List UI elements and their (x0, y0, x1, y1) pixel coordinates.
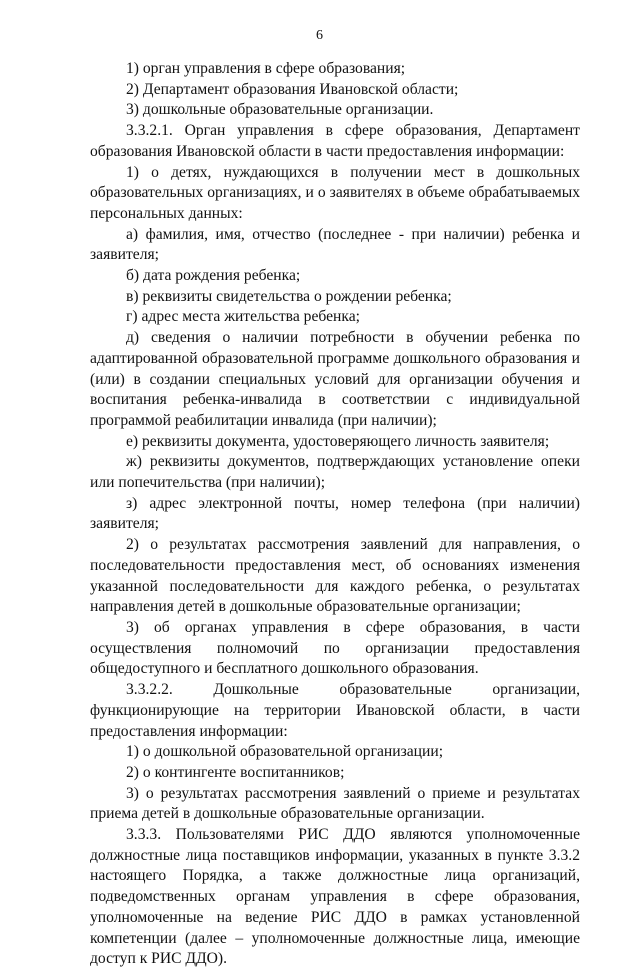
page-number: 6 (316, 28, 323, 43)
info-item-admission-results: 3) о результатах рассмотрения заявлений о приеме и результатах приема детей в дошкольные образовательные организации. (90, 784, 580, 823)
info-item-contingent: 2) о контингенте воспитанников; (126, 763, 345, 781)
clause-3-3-2-2: 3.3.2.2. Дошкольные образовательные организации, функционирующие на территории Ивановской области, в части предоставления информации: (90, 681, 580, 740)
list-item-department: 2) Департамент образования Ивановской области; (126, 80, 459, 98)
subitem-e-identity-document: е) реквизиты документа, удостоверяющего личность заявителя; (126, 432, 550, 450)
list-item-authority: 1) орган управления в сфере образования; (126, 60, 406, 77)
subitem-g-address: г) адрес места жительства ребенка; (126, 308, 360, 326)
info-item-organization: 1) о дошкольной образовательной организации; (126, 743, 444, 761)
info-item-authorities: 3) об органах управления в сфере образования, в части осуществления полномочий по организации предоставления общедоступного и бесплатного дошкольного образования. (90, 618, 580, 678)
subitem-z-contacts: з) адрес электронной почты, номер телефона (при наличии) заявителя; (90, 494, 580, 533)
subitem-a-names: а) фамилия, имя, отчество (последнее - при наличии) ребенка и заявителя; (90, 225, 580, 264)
list-item-preschool-orgs: 3) дошкольные образовательные организации. (126, 101, 434, 119)
info-item-children: 1) о детях, нуждающихся в получении мест в дошкольных образовательных организациях, и о заявителях в объеме обрабатываемых персональных данных: (90, 163, 580, 222)
subitem-d-special-needs: д) сведения о наличии потребности в обучении ребенка по адаптированной образовательной программе дошкольного образования и (или) в создании специальных условий для организации обучения и воспитания ребенка-инвалида в соответствии с индивидуальной программой реабилитации инвалида (при наличии); (90, 329, 580, 429)
subitem-b-birthdate: б) дата рождения ребенка; (126, 267, 301, 285)
subitem-v-birth-certificate: в) реквизиты свидетельства о рождении ребенка; (126, 287, 452, 305)
clause-3-3-3: 3.3.3. Пользователями РИС ДДО являются уполномоченные должностные лица поставщиков информации, указанных в пункте 3.3.2 настоящего Порядка, а также должностные лица организаций, подведомственных органам управления в сфере образования, уполномоченные на ведение РИС ДДО в рамках установленной компетенции (далее – уполномоченные должностные лица, имеющие доступ к РИС ДДО). (90, 826, 580, 968)
clause-3-3-2-1: 3.3.2.1. Орган управления в сфере образования, Департамент образования Ивановской области в части предоставления информации: (90, 122, 580, 160)
info-item-results: 2) о результатах рассмотрения заявлений для направления, о последовательности предоставления мест, об основаниях изменения указанной последовательности для каждого ребенка, о результатах направления детей в дошкольные образовательные организации; (90, 536, 580, 616)
document-body (90, 59, 580, 970)
subitem-zh-guardianship: ж) реквизиты документов, подтверждающих установление опеки или попечительства (при наличии); (90, 453, 580, 492)
